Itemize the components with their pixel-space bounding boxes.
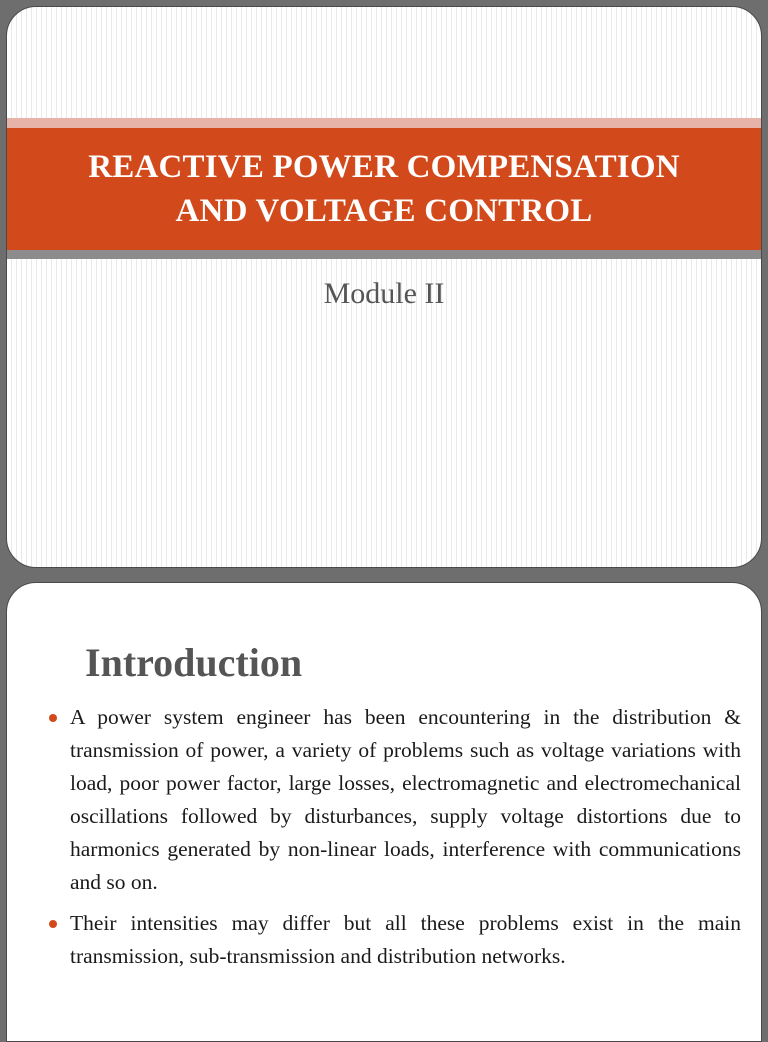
slide-title-line-2: AND VOLTAGE CONTROL: [175, 193, 593, 229]
title-top-stripe: [7, 118, 761, 128]
slide-title-line-1: REACTIVE POWER COMPENSATION: [88, 149, 680, 185]
bullet-dot-icon: [49, 920, 57, 928]
slide-heading: Introduction: [85, 640, 303, 685]
bullet-dot-icon: [49, 714, 57, 722]
bullet-text: A power system engineer has been encountering in the distribution & transmission of power, a variety of problems such as voltage variations with load, poor power factor, large losses, electromagnetic and electromechanical oscillations followed by disturbances, supply voltage distortions due to harmonics generated by non-linear loads, interference with communications and so on.: [70, 705, 741, 894]
slide-title: [88, 145, 680, 233]
bullet-text: Their intensities may differ but all these problems exist in the main transmission, sub-transmission and distribution networks.: [70, 911, 741, 968]
introduction-slide: [6, 582, 762, 1042]
slide-subtitle: Module II: [323, 277, 445, 310]
bullet-item: [47, 907, 741, 973]
title-bottom-stripe: [7, 250, 761, 259]
bullet-item: [47, 701, 741, 899]
title-slide: [6, 6, 762, 568]
bullet-list: [47, 701, 741, 981]
title-band: [7, 128, 761, 250]
